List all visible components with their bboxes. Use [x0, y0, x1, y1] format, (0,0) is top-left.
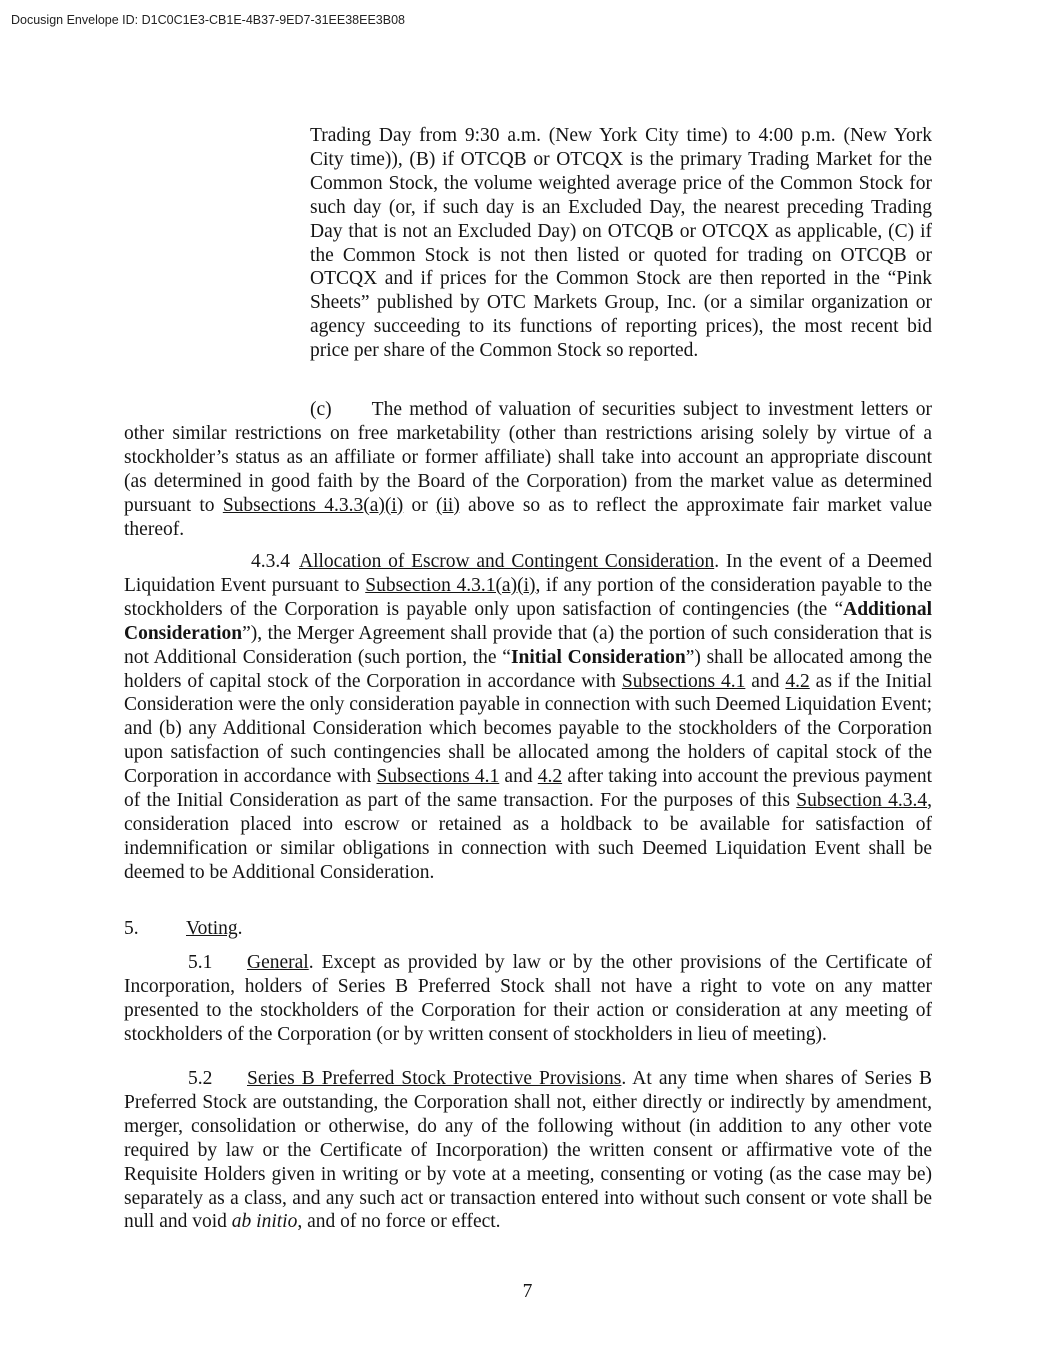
- subsection-link[interactable]: Subsection 4.3.1(a)(i): [365, 574, 536, 596]
- section-heading: General: [247, 952, 309, 973]
- section-5-1: 5.1 General. Except as provided by law or by the other provisions of the Certificate of Incorporation, holders of Series B Preferred Stock shall not have a right to vote on any matter presented to the stockholders of the Corporation for their action or consideration at any meeting of stockholders of the Corporation (or by written consent of stockholders in lieu of meeting).: [124, 952, 932, 1045]
- subsection-link[interactable]: Subsections 4.1: [376, 766, 500, 788]
- defined-term: Initial Consideration: [510, 646, 686, 668]
- section-5-heading: 5. Voting.: [124, 918, 243, 939]
- subsection-link[interactable]: Subsections 4.1: [621, 670, 746, 692]
- subsection-link[interactable]: Subsection 4.3.4: [796, 790, 928, 812]
- section-number: 5.2: [188, 1068, 213, 1089]
- subsection-link[interactable]: 4.2: [785, 670, 810, 692]
- subsection-link[interactable]: Subsections 4.3.3(a)(i): [222, 494, 404, 516]
- section-title: Voting: [186, 918, 238, 939]
- continued-paragraph: Trading Day from 9:30 a.m. (New York City time) to 4:00 p.m. (New York City time)), (B) if OTCQB or OTCQX is the primary Trading Market for the Common Stock, the volume weighted average price of the Common Stock for such day (or, if such day is an Excluded Day, the nearest preceding Trading Day that is not an Excluded Day) on OTCQB or OTCQX as applicable, (C) if the Common Stock is not then listed or quoted for trading on OTCQB or OTCQX and if prices for the Common Stock are then reported in the “Pink Sheets” published by OTC Markets Group, Inc. (or a similar organization or agency succeeding to its functions of reporting prices), the most recent bid price per share of the Common Stock so reported.: [310, 125, 932, 362]
- paragraph-c: (c) The method of valuation of securities subject to investment letters or other similar restrictions on free marketability (other than restrictions arising solely by virtue of a stockholder’s status as an affiliate or former affiliate) shall take into account an appropriate discount (as determined in good faith by the Board of the Corporation) from the market value as determined pursuant to Subsections 4.3.3(a)(i) or (ii) above so as to reflect the approximate fair market value thereof.: [124, 399, 932, 540]
- subsection-link[interactable]: (ii): [435, 494, 460, 516]
- page-number: 7: [522, 1281, 533, 1302]
- section-number: 5.: [124, 918, 139, 939]
- paragraph-c-label: (c): [310, 399, 332, 420]
- section-heading: Allocation of Escrow and Contingent Consideration: [299, 551, 715, 572]
- section-number: 4.3.4: [251, 551, 290, 572]
- defined-term: Additional Consideration: [124, 598, 932, 644]
- section-5-2: 5.2 Series B Preferred Stock Protective Provisions. At any time when shares of Series B Preferred Stock are outstanding, the Corporation shall not, either directly or indirectly by amendment, merger, consolidation or otherwise, do any of the following without (in addition to any other vote required by law or the Certificate of Incorporation) the written consent or affirmative vote of the Requisite Holders given in writing or by vote at a meeting, consenting or voting (as the case may be) separately as a class, and any such act or transaction entered into without such consent or vote shall be null and void ab initio, and of no force or effect.: [124, 1068, 932, 1233]
- section-number: 5.1: [188, 952, 213, 973]
- section-heading: Series B Preferred Stock Protective Provisions: [247, 1068, 622, 1089]
- docusign-envelope-id: Docusign Envelope ID: D1C0C1E3-CB1E-4B37-9ED7-31EE38EE3B08: [11, 13, 405, 27]
- subsection-link[interactable]: 4.2: [537, 766, 563, 788]
- latin-term: ab initio: [231, 1211, 298, 1233]
- section-4-3-4: 4.3.4 Allocation of Escrow and Contingent Consideration. In the event of a Deemed Liquidation Event pursuant to Subsection 4.3.1(a)(i), if any portion of the consideration payable to the stockholders of the Corporation is payable only upon satisfaction of contingencies (the “Additional Consideration”), the Merger Agreement shall provide that (a) the portion of such consideration that is not Additional Consideration (such portion, the “Initial Consideration”) shall be allocated among the holders of capital stock of the Corporation in accordance with Subsections 4.1 and 4.2 as if the Initial Consideration were the only consideration payable in connection with such Deemed Liquidation Event; and (b) any Additional Consideration which becomes payable to the stockholders of the Corporation upon satisfaction of such contingencies shall be allocated among the holders of capital stock of the Corporation in accordance with Subsections 4.1 and 4.2 after taking into account the previous payment of the Initial Consideration as part of the same transaction. For the purposes of this Subsection 4.3.4, consideration placed into escrow or retained as a holdback to be available for satisfaction of indemnification or similar obligations in connection with such Deemed Liquidation Event shall be deemed to be Additional Consideration.: [124, 551, 933, 883]
